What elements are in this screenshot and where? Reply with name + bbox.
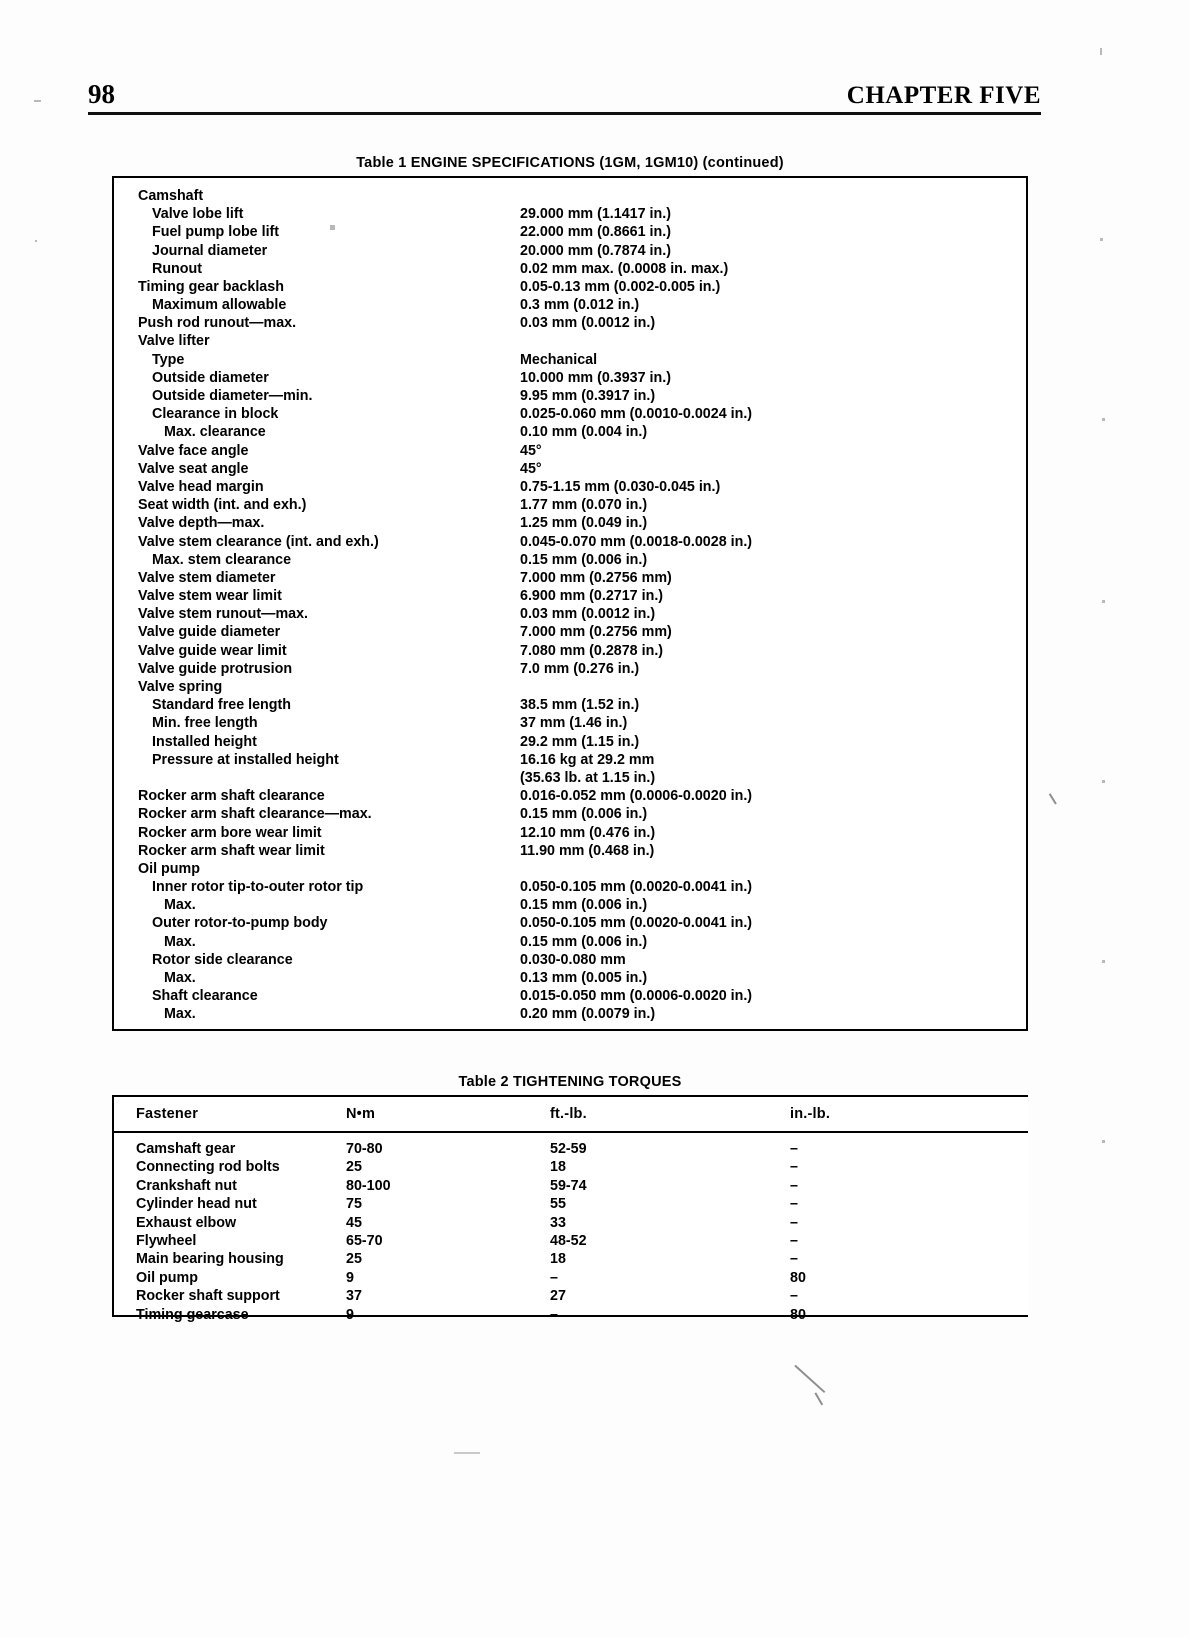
tightening-torques-body (114, 1133, 1028, 1324)
spec-value: 6.900 mm (0.2717 in.) (520, 588, 664, 605)
spec-label: Valve seat angle (138, 460, 249, 477)
spec-row (114, 460, 1026, 478)
spec-row (114, 933, 1026, 951)
spec-label: Valve stem wear limit (138, 588, 282, 605)
spec-label: Rocker arm shaft wear limit (138, 842, 325, 859)
spec-label: Max. (164, 933, 196, 950)
spec-value: 0.15 mm (0.006 in.) (520, 806, 648, 823)
page-number: 98 (88, 79, 115, 109)
table-cell: Connecting rod bolts (136, 1159, 280, 1176)
table-cell: 75 (346, 1196, 362, 1213)
spec-value: 7.0 mm (0.276 in.) (520, 660, 640, 677)
spec-label: Inner rotor tip-to-outer rotor tip (152, 879, 364, 896)
spec-value: 29.2 mm (1.15 in.) (520, 733, 640, 750)
spec-label: Min. free length (152, 715, 258, 732)
spec-label: Rocker arm bore wear limit (138, 824, 322, 841)
spec-label: Max. (164, 1006, 196, 1023)
spec-label: Rocker arm shaft clearance (138, 788, 325, 805)
spec-label: Type (152, 351, 185, 368)
spec-label: Outside diameter—min. (152, 388, 313, 404)
table-row (114, 1269, 1028, 1287)
table-row (114, 1140, 1028, 1158)
table-cell: 33 (550, 1214, 566, 1231)
spec-value: 10.000 mm (0.3937 in.) (520, 369, 671, 386)
spec-row (114, 824, 1026, 842)
spec-label: Installed height (152, 733, 257, 750)
scan-speck (1100, 238, 1103, 241)
table-cell: – (790, 1251, 798, 1268)
spec-label: Runout (152, 260, 203, 277)
spec-value: 0.3 mm (0.012 in.) (520, 297, 640, 314)
table-cell: 55 (550, 1196, 566, 1213)
spec-value: 0.03 mm (0.0012 in.) (520, 606, 656, 623)
spec-value: 45° (520, 442, 542, 459)
spec-value: 0.20 mm (0.0079 in.) (520, 1006, 656, 1023)
spec-value: 0.045-0.070 mm (0.0018-0.0028 in.) (520, 533, 753, 550)
table-cell: – (790, 1141, 798, 1158)
spec-label: Valve guide diameter (138, 624, 281, 641)
spec-row (114, 587, 1026, 605)
spec-value: 16.16 kg at 29.2 mm (520, 751, 655, 768)
spec-value: 0.15 mm (0.006 in.) (520, 897, 648, 914)
table-cell: – (790, 1214, 798, 1231)
table-cell: Flywheel (136, 1233, 197, 1249)
spec-row (114, 733, 1026, 751)
tightening-torques-header-row (114, 1097, 1028, 1133)
engine-specifications-body (114, 178, 1026, 1024)
spec-value: 1.77 mm (0.070 in.) (520, 497, 648, 514)
spec-row (114, 696, 1026, 714)
table-cell: 9 (346, 1306, 354, 1323)
spec-value: 0.050-0.105 mm (0.0020-0.0041 in.) (520, 915, 753, 932)
table-cell: – (550, 1269, 558, 1286)
spec-row (114, 969, 1026, 987)
spec-row (114, 551, 1026, 569)
spec-value: 0.025-0.060 mm (0.0010-0.0024 in.) (520, 406, 753, 423)
scan-speck (1102, 418, 1105, 421)
spec-row (114, 369, 1026, 387)
table-row (114, 1306, 1028, 1324)
spec-value: 20.000 mm (0.7874 in.) (520, 242, 671, 259)
table-cell: – (790, 1288, 798, 1305)
spec-value: 22.000 mm (0.8661 in.) (520, 224, 671, 241)
table-cell: 37 (346, 1288, 362, 1305)
spec-label: Outer rotor-to-pump body (152, 915, 328, 932)
table-cell: 9 (346, 1269, 354, 1286)
spec-label: Valve stem clearance (int. and exh.) (138, 533, 379, 550)
spec-row (114, 915, 1026, 933)
scan-speck (34, 100, 41, 102)
spec-row (114, 951, 1026, 969)
spec-row (114, 769, 1026, 787)
table-cell: 80 (790, 1306, 806, 1323)
scan-speck (454, 1452, 480, 1454)
table-cell: 18 (550, 1251, 566, 1268)
spec-value: 38.5 mm (1.52 in.) (520, 697, 640, 714)
spec-row (114, 1005, 1026, 1023)
spec-row (114, 187, 1026, 205)
spec-row (114, 260, 1026, 278)
scan-speck (1102, 780, 1105, 783)
column-header: ft.-lb. (550, 1106, 587, 1122)
table-cell: 48-52 (550, 1233, 587, 1249)
spec-row (114, 333, 1026, 351)
header-rule (88, 112, 1041, 115)
table1-caption: Table 1 ENGINE SPECIFICATIONS (1GM, 1GM10) (continued) (356, 155, 784, 171)
spec-value: 12.10 mm (0.476 in.) (520, 824, 656, 841)
spec-label: Fuel pump lobe lift (152, 224, 280, 241)
spec-label: Valve head margin (138, 478, 264, 495)
spec-value: 45° (520, 460, 542, 477)
table-cell: 25 (346, 1159, 362, 1176)
table-cell: 45 (346, 1214, 362, 1231)
spec-value: 37 mm (1.46 in.) (520, 715, 628, 732)
table-cell: – (550, 1306, 558, 1323)
table-cell: Timing gearcase (136, 1306, 249, 1323)
pen-stroke (815, 1392, 823, 1405)
spec-row (114, 423, 1026, 441)
spec-row (114, 787, 1026, 805)
table-row (114, 1287, 1028, 1305)
spec-label: Journal diameter (152, 242, 268, 259)
spec-label: Valve lobe lift (152, 206, 244, 223)
spec-label: Valve guide wear limit (138, 642, 287, 659)
spec-row (114, 496, 1026, 514)
scan-speck (1102, 600, 1105, 603)
tightening-torques-table (112, 1095, 1028, 1323)
spec-row (114, 533, 1026, 551)
spec-value: 0.03 mm (0.0012 in.) (520, 315, 656, 332)
table-cell: – (790, 1233, 798, 1249)
engine-specifications-table (112, 176, 1028, 1031)
spec-row (114, 278, 1026, 296)
spec-row (114, 478, 1026, 496)
spec-row (114, 987, 1026, 1005)
spec-row (114, 205, 1026, 223)
spec-row (114, 714, 1026, 732)
spec-row (114, 642, 1026, 660)
spec-label: Valve stem diameter (138, 569, 276, 586)
table-row (114, 1195, 1028, 1213)
table-row (114, 1177, 1028, 1195)
spec-value: 1.25 mm (0.049 in.) (520, 515, 648, 532)
table-cell: Oil pump (136, 1269, 198, 1286)
spec-label: Valve face angle (138, 442, 249, 459)
spec-label: Rotor side clearance (152, 951, 293, 968)
table-cell: 80-100 (346, 1177, 391, 1194)
spec-label: Oil pump (138, 860, 200, 877)
spec-row (114, 314, 1026, 332)
spec-value: 0.016-0.052 mm (0.0006-0.0020 in.) (520, 788, 753, 805)
spec-label: Max. (164, 970, 196, 986)
spec-label: Seat width (int. and exh.) (138, 497, 307, 514)
spec-value: 0.015-0.050 mm (0.0006-0.0020 in.) (520, 988, 753, 1005)
table-cell: – (790, 1196, 798, 1213)
table-cell: 18 (550, 1159, 566, 1176)
spec-value: 0.15 mm (0.006 in.) (520, 551, 648, 568)
spec-row (114, 751, 1026, 769)
spec-label: Max. (164, 897, 196, 914)
spec-value: 0.02 mm max. (0.0008 in. max.) (520, 260, 729, 277)
spec-label: Push rod runout—max. (138, 315, 297, 332)
spec-label: Shaft clearance (152, 988, 258, 1005)
spec-row (114, 660, 1026, 678)
spec-row (114, 405, 1026, 423)
spec-row (114, 896, 1026, 914)
spec-row (114, 442, 1026, 460)
spec-label: Valve spring (138, 679, 223, 695)
table-cell: 25 (346, 1251, 362, 1268)
spec-value: 0.050-0.105 mm (0.0020-0.0041 in.) (520, 879, 753, 896)
spec-label: Standard free length (152, 697, 292, 714)
spec-label: Max. clearance (164, 424, 266, 441)
spec-value: 0.030-0.080 mm (520, 951, 626, 968)
spec-value: 11.90 mm (0.468 in.) (520, 842, 655, 859)
spec-row (114, 842, 1026, 860)
spec-label: Valve lifter (138, 333, 210, 350)
table-cell: Rocker shaft support (136, 1288, 280, 1305)
spec-value: 0.75-1.15 mm (0.030-0.045 in.) (520, 478, 721, 495)
spec-row (114, 860, 1026, 878)
table-row (114, 1214, 1028, 1232)
column-header: N•m (346, 1106, 376, 1122)
table-cell: Main bearing housing (136, 1251, 284, 1268)
table2-caption: Table 2 TIGHTENING TORQUES (458, 1074, 682, 1090)
spec-label: Valve guide protrusion (138, 660, 293, 677)
spec-row (114, 878, 1026, 896)
spec-label: Outside diameter (152, 369, 269, 386)
spec-label: Camshaft (138, 187, 204, 204)
column-header: in.-lb. (790, 1106, 831, 1122)
spec-row (114, 223, 1026, 241)
spec-row (114, 569, 1026, 587)
spec-label: Timing gear backlash (138, 278, 284, 295)
table-cell: 27 (550, 1288, 566, 1305)
spec-label: Max. stem clearance (152, 551, 292, 568)
spec-row (114, 351, 1026, 369)
spec-label: Maximum allowable (152, 297, 287, 314)
table-cell: 59-74 (550, 1177, 587, 1194)
pen-stroke (795, 1365, 826, 1393)
spec-row (114, 387, 1026, 405)
spec-value: 0.05-0.13 mm (0.002-0.005 in.) (520, 278, 721, 295)
spec-label: Rocker arm shaft clearance—max. (138, 806, 372, 823)
scan-speck (35, 240, 37, 242)
table-cell: Crankshaft nut (136, 1177, 237, 1194)
table-cell: – (790, 1177, 798, 1194)
spec-value: 0.13 mm (0.005 in.) (520, 970, 648, 986)
table-cell: Exhaust elbow (136, 1214, 237, 1231)
spec-row (114, 805, 1026, 823)
table-row (114, 1232, 1028, 1250)
spec-label: Valve stem runout—max. (138, 606, 309, 623)
page-header (88, 74, 1041, 116)
scan-speck (1102, 1140, 1105, 1143)
scan-speck (1100, 48, 1102, 55)
spec-label: Valve depth—max. (138, 515, 265, 532)
spec-label: Pressure at installed height (152, 751, 339, 768)
spec-value: 7.000 mm (0.2756 mm) (520, 624, 672, 641)
spec-row (114, 242, 1026, 260)
table-row (114, 1158, 1028, 1176)
spec-row (114, 624, 1026, 642)
spec-value: 0.10 mm (0.004 in.) (520, 424, 648, 441)
scan-speck (1102, 960, 1105, 963)
table-cell: – (790, 1159, 798, 1176)
spec-value: 7.000 mm (0.2756 mm) (520, 569, 672, 586)
scan-speck (330, 225, 335, 230)
table-cell: Cylinder head nut (136, 1196, 257, 1213)
spec-row (114, 605, 1026, 623)
spec-value: 29.000 mm (1.1417 in.) (520, 206, 671, 223)
spec-value: (35.63 lb. at 1.15 in.) (520, 769, 656, 786)
chapter-title: CHAPTER FIVE (846, 82, 1041, 109)
spec-value: 7.080 mm (0.2878 in.) (520, 642, 664, 659)
table-cell: 80 (790, 1269, 806, 1286)
table-cell: Camshaft gear (136, 1141, 236, 1158)
pen-stroke (1049, 793, 1057, 804)
spec-value: Mechanical (520, 351, 598, 368)
spec-row (114, 296, 1026, 314)
table-cell: 70-80 (346, 1141, 383, 1158)
table-cell: 65-70 (346, 1233, 383, 1249)
table-row (114, 1250, 1028, 1268)
spec-value: 9.95 mm (0.3917 in.) (520, 388, 656, 404)
spec-row (114, 514, 1026, 532)
spec-value: 0.15 mm (0.006 in.) (520, 933, 648, 950)
spec-label: Clearance in block (152, 406, 279, 423)
column-header: Fastener (136, 1106, 199, 1122)
table-cell: 52-59 (550, 1141, 587, 1158)
spec-row (114, 678, 1026, 696)
